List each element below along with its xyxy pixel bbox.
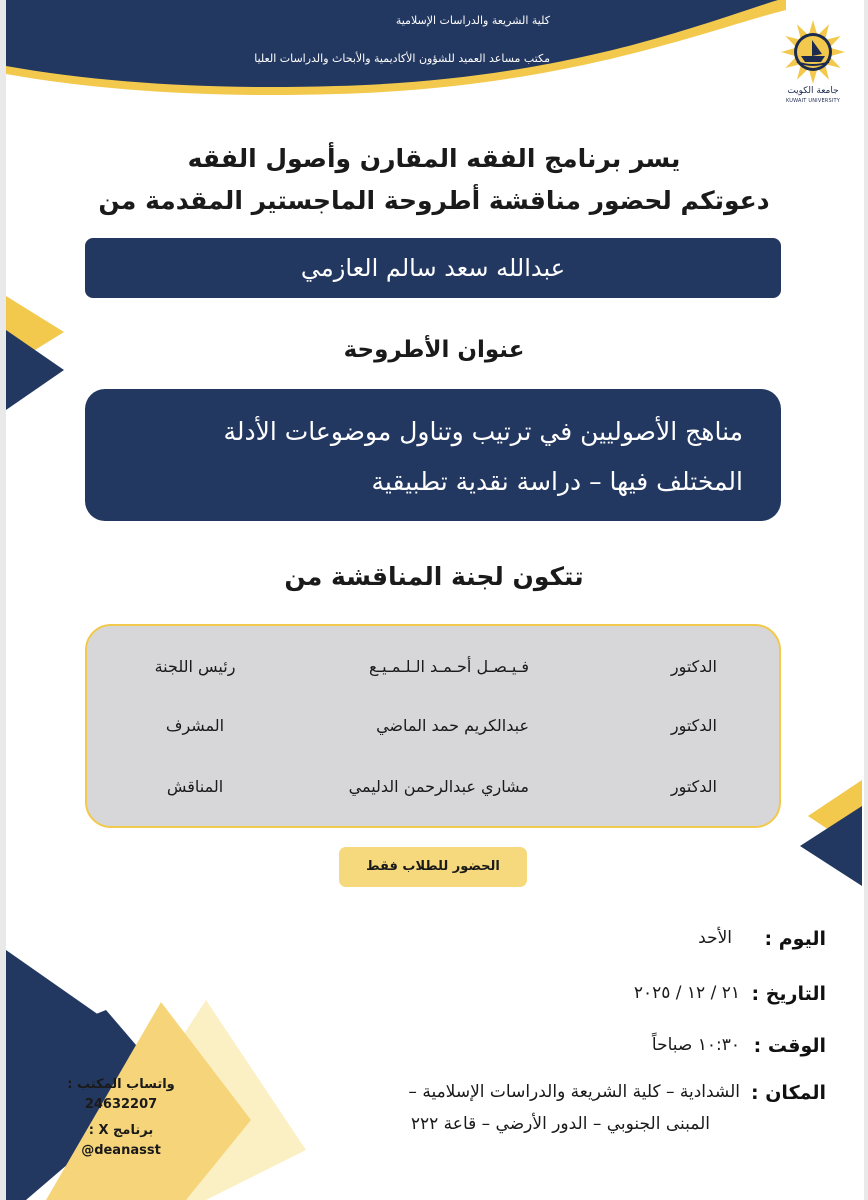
x-handle: @deanasst xyxy=(81,1143,161,1158)
committee-row xyxy=(87,657,783,687)
member-name: عبدالكريم حمد الماضي xyxy=(376,716,529,735)
right-diamonds-decoration xyxy=(800,780,862,892)
contact-block xyxy=(66,1075,176,1161)
member-name: فـيـصـل أحـمـد الـلـمـيـع xyxy=(368,657,529,676)
thesis-heading: عنوان الأطروحة xyxy=(343,337,525,363)
day-value: الأحد xyxy=(698,928,732,948)
intro-line-2: دعوتكم لحضور مناقشة أطروحة الماجستير المقدمة من xyxy=(98,186,770,215)
date-value: ٢١ / ١٢ / ٢٠٢٥ xyxy=(633,983,740,1003)
office-name: مكتب مساعد العميد للشؤون الأكاديمية والأبحاث والدراسات العليا xyxy=(254,52,550,65)
x-label: برنامج X : xyxy=(88,1123,154,1138)
whatsapp-label: واتساب المكتب : xyxy=(67,1077,175,1092)
university-emblem-icon xyxy=(776,16,850,86)
member-title: الدكتور xyxy=(670,716,717,735)
whatsapp-number: 24632207 xyxy=(84,1097,158,1112)
day-label: اليوم : xyxy=(764,928,826,950)
member-role: المشرف xyxy=(165,716,225,735)
member-role: المناقش xyxy=(166,777,224,796)
left-diamonds-decoration xyxy=(6,296,66,426)
university-name-ar: جامعة الكويت xyxy=(787,86,839,96)
member-title: الدكتور xyxy=(670,657,717,676)
faculty-name: كلية الشريعة والدراسات الإسلامية xyxy=(395,14,550,27)
intro-line-1: يسر برنامج الفقه المقارن وأصول الفقه xyxy=(187,144,681,173)
member-role: رئيس اللجنة xyxy=(154,657,236,676)
member-title: الدكتور xyxy=(670,777,717,796)
place-line-1: الشدادية – كلية الشريعة والدراسات الإسلامية – xyxy=(408,1082,740,1102)
committee-panel xyxy=(85,624,781,828)
place-label: المكان : xyxy=(751,1082,826,1104)
thesis-title-line-1: مناهج الأصوليين في ترتيب وتناول موضوعات الأدلة xyxy=(223,417,743,446)
university-logo xyxy=(776,16,850,112)
committee-row xyxy=(87,777,783,807)
time-value: ١٠:٣٠ صباحاً xyxy=(651,1035,740,1055)
time-label: الوقت : xyxy=(753,1035,826,1057)
committee-heading: تتكون لجنة المناقشة من xyxy=(284,562,584,591)
place-line-2: المبنى الجنوبي – الدور الأرضي – قاعة ٢٢٢ xyxy=(410,1114,710,1134)
university-name-en: KUWAIT UNIVERSITY xyxy=(785,98,841,104)
thesis-title-line-2: المختلف فيها – دراسة نقدية تطبيقية xyxy=(371,467,743,496)
date-label: التاريخ : xyxy=(751,983,826,1005)
committee-row xyxy=(87,716,783,746)
member-name: مشاري عبدالرحمن الدليمي xyxy=(348,777,529,796)
candidate-name: عبدالله سعد سالم العازمي xyxy=(85,238,781,298)
students-only-badge: الحضور للطلاب فقط xyxy=(339,847,527,887)
thesis-title-box xyxy=(85,389,781,521)
